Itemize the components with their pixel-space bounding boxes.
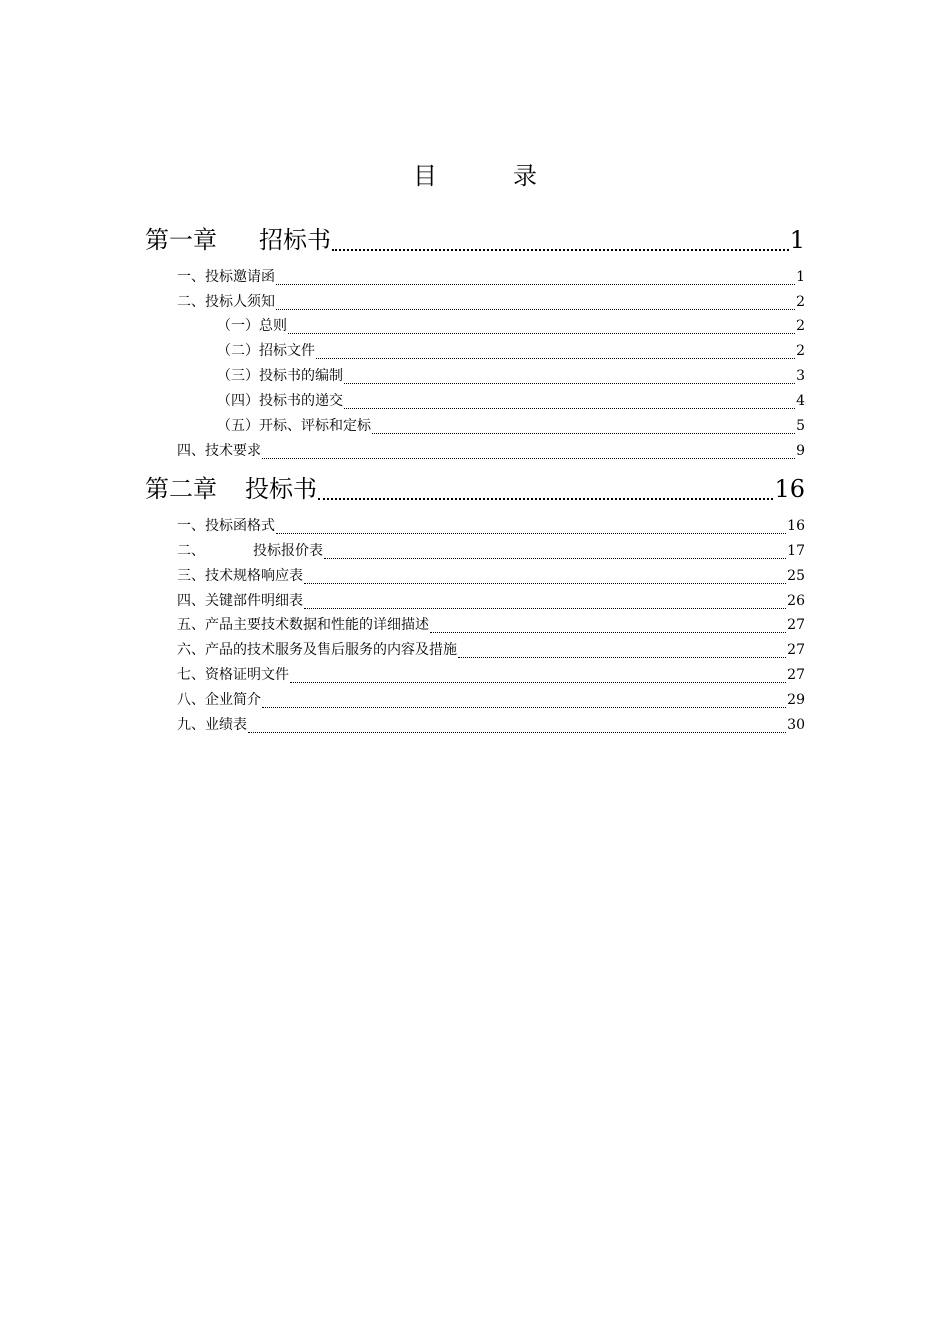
toc-page-number: 17 [787, 543, 805, 559]
toc-entry[interactable] [177, 714, 805, 736]
toc-leader-dots [276, 284, 795, 285]
toc-leader-dots [372, 433, 795, 434]
toc-page-number: 1 [796, 269, 805, 285]
toc-entry[interactable] [177, 540, 805, 562]
toc-page-number: 16 [774, 475, 805, 503]
toc-leader-dots [304, 608, 786, 609]
toc-leader-dots [332, 249, 789, 251]
toc-entry[interactable] [177, 291, 805, 313]
toc-entry-label: 六、产品的技术服务及售后服务的内容及措施 [177, 642, 457, 658]
toc-entry[interactable] [217, 390, 805, 412]
toc-page-number: 5 [796, 418, 805, 434]
toc-page-number: 27 [787, 617, 805, 633]
toc-leader-dots [262, 707, 786, 708]
toc-page-number: 30 [787, 717, 805, 733]
toc-leader-dots [276, 309, 795, 310]
toc-entry-label: （二）招标文件 [217, 343, 315, 359]
toc-leader-dots [248, 732, 786, 733]
toc-entry-label: 四、关键部件明细表 [177, 593, 303, 609]
toc-page-number: 27 [787, 667, 805, 683]
toc-entry-label: （三）投标书的编制 [217, 368, 343, 384]
toc-entry-label: 五、产品主要技术数据和性能的详细描述 [177, 617, 429, 633]
toc-page-number: 2 [796, 343, 805, 359]
toc-page-number: 29 [787, 692, 805, 708]
toc-page-number: 25 [787, 568, 805, 584]
toc-leader-dots [276, 533, 786, 534]
toc-entry-label: （五）开标、评标和定标 [217, 418, 371, 434]
toc-leader-dots [344, 383, 795, 384]
toc-entry[interactable] [177, 664, 805, 686]
toc-page-number: 3 [796, 368, 805, 384]
toc-page-number: 26 [787, 593, 805, 609]
toc-entry[interactable] [217, 415, 805, 437]
toc-page-number: 4 [796, 393, 805, 409]
toc-leader-dots [318, 498, 773, 500]
toc-page-number: 2 [796, 318, 805, 334]
toc-entry-label: 八、企业简介 [177, 692, 261, 708]
toc-entry[interactable] [217, 340, 805, 362]
toc-entry-label: 二、 投标报价表 [177, 543, 323, 559]
toc-entry[interactable] [177, 266, 805, 288]
toc-entry[interactable] [177, 639, 805, 661]
toc-entry-label: 一、投标邀请函 [177, 269, 275, 285]
toc-page-number: 27 [787, 642, 805, 658]
toc-page-number: 1 [789, 226, 805, 254]
toc-entry-label: 二、投标人须知 [177, 294, 275, 310]
toc-entry-label: 四、技术要求 [177, 443, 261, 459]
toc-entry-label: （一）总则 [217, 318, 287, 334]
toc-leader-dots [290, 682, 786, 683]
toc-entry-label: 九、业绩表 [177, 717, 247, 733]
toc-leader-dots [344, 408, 795, 409]
toc-chapter-2[interactable] [145, 473, 805, 505]
toc-entry[interactable] [177, 565, 805, 587]
toc-entry-label: 第二章 投标书 [145, 475, 317, 503]
toc-page-number: 16 [787, 518, 805, 534]
toc-page-number: 2 [796, 294, 805, 310]
toc-entry-label: 第一章 招标书 [145, 226, 331, 254]
toc-leader-dots [304, 583, 786, 584]
toc-entry-label: 三、技术规格响应表 [177, 568, 303, 584]
toc-entry[interactable] [177, 614, 805, 636]
toc-entry[interactable] [177, 689, 805, 711]
toc-chapter-1[interactable] [145, 224, 805, 256]
toc-leader-dots [288, 333, 795, 334]
toc-entry-label: （四）投标书的递交 [217, 393, 343, 409]
toc-entry[interactable] [217, 365, 805, 387]
toc-entry[interactable] [217, 315, 805, 337]
toc-entry[interactable] [177, 515, 805, 537]
toc-leader-dots [324, 558, 786, 559]
toc-entry[interactable] [177, 440, 805, 462]
toc-entry-label: 一、投标函格式 [177, 518, 275, 534]
toc-entry[interactable] [177, 590, 805, 612]
toc-page-number: 9 [796, 443, 805, 459]
toc-title: 目 录 [413, 162, 563, 190]
toc-leader-dots [458, 657, 786, 658]
toc-leader-dots [430, 632, 786, 633]
toc-leader-dots [316, 358, 795, 359]
toc-leader-dots [262, 458, 795, 459]
toc-entry-label: 七、资格证明文件 [177, 667, 289, 683]
